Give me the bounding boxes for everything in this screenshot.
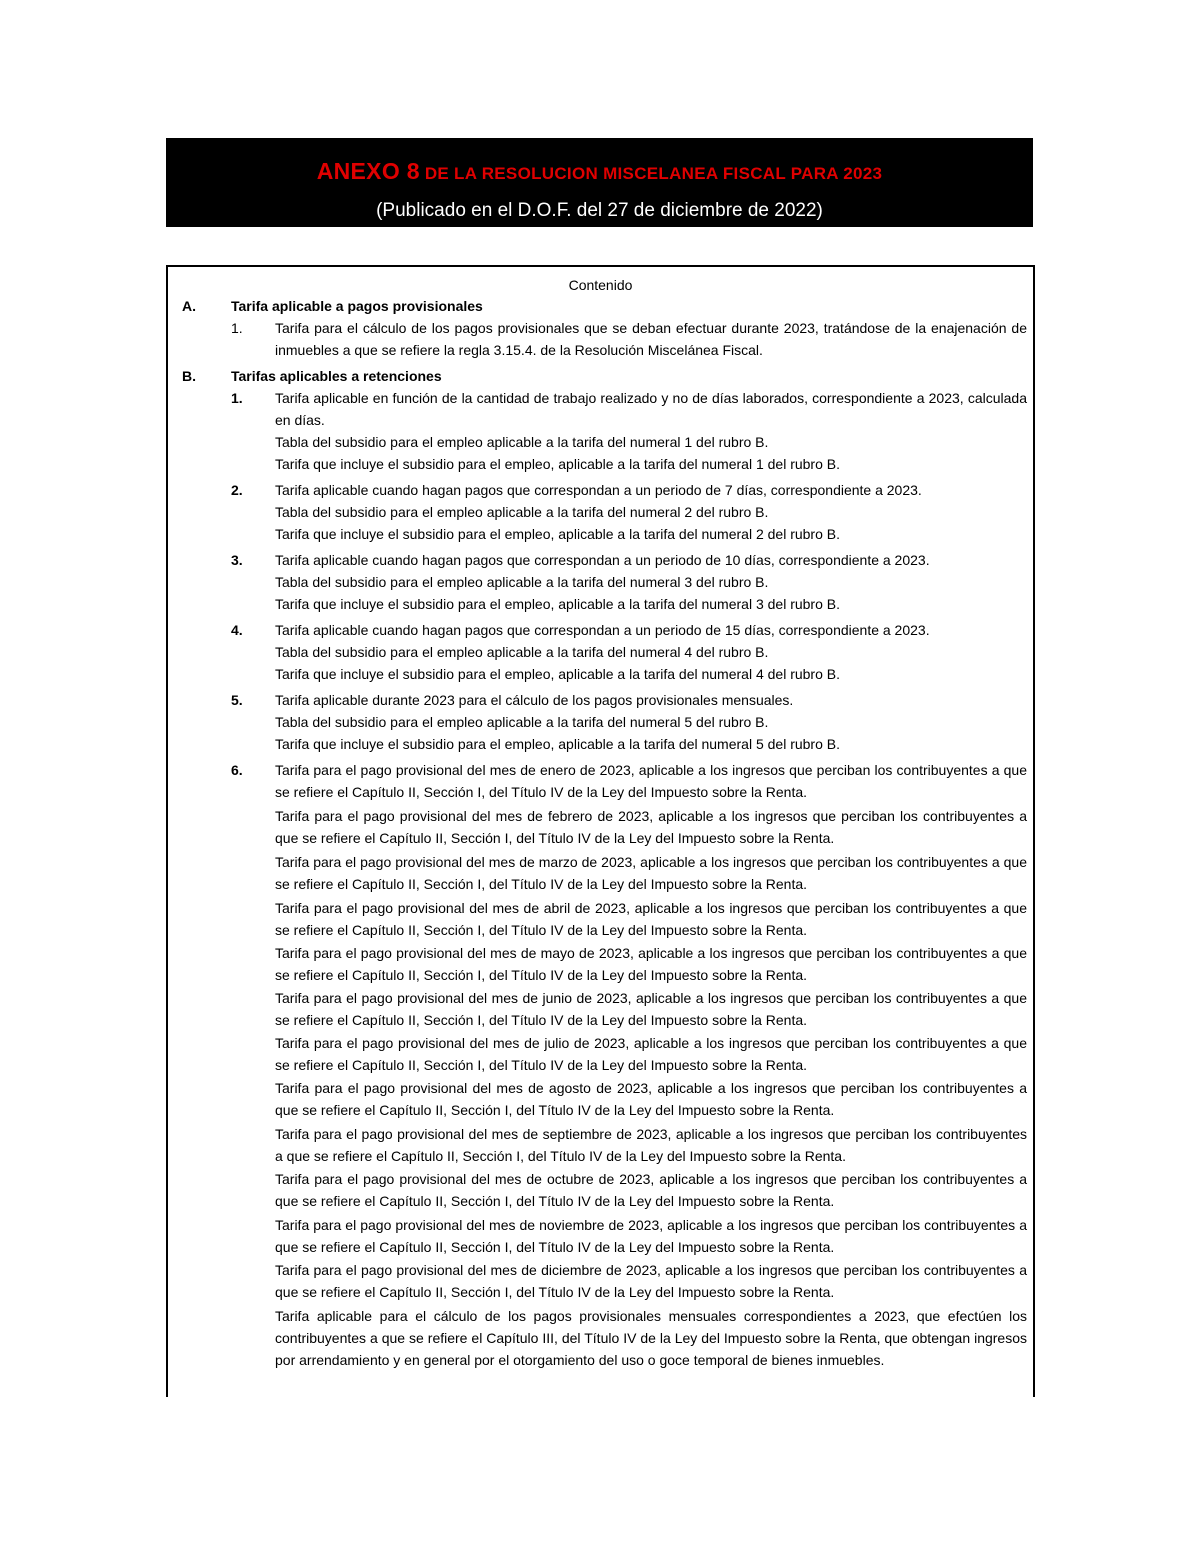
list-item: Tarifa que incluye el subsidio para el empleo, aplicable a la tarifa del numeral 3 del rubro B. — [275, 596, 840, 612]
annex-title-rest: DE LA RESOLUCION MISCELANEA FISCAL PARA 2023 — [419, 164, 883, 183]
item-number: 5. — [231, 692, 243, 708]
list-item: Tabla del subsidio para el empleo aplicable a la tarifa del numeral 3 del rubro B. — [275, 574, 769, 590]
list-item: Tarifa que incluye el subsidio para el empleo, aplicable a la tarifa del numeral 1 del rubro B. — [275, 456, 840, 472]
section-title: Tarifas aplicables a retenciones — [231, 368, 442, 384]
list-item: Tarifa para el pago provisional del mes de junio de 2023, aplicable a los ingresos que perciban los contribuyentes a que se refiere el Capítulo II, Sección I, del Título IV de la Ley del Impuesto sobre la Renta. — [275, 990, 1027, 1028]
publication-note: (Publicado en el D.O.F. del 27 de diciembre de 2022) — [376, 200, 823, 221]
item-number: 1. — [231, 320, 243, 336]
list-item: Tarifa para el pago provisional del mes de abril de 2023, aplicable a los ingresos que perciban los contribuyentes a que se refiere el Capítulo II, Sección I, del Título IV de la Ley del Impuesto sobre la Renta. — [275, 900, 1027, 938]
list-item: Tarifa para el pago provisional del mes de agosto de 2023, aplicable a los ingresos que perciban los contribuyentes a que se refiere el Capítulo II, Sección I, del Título IV de la Ley del Impuesto sobre la Renta. — [275, 1080, 1027, 1118]
list-item: Tarifa aplicable para el cálculo de los pagos provisionales mensuales correspondientes a 2023, que efectúen los contribuyentes a que se refiere el Capítulo III, del Título IV de la Ley del Impuesto sobre la Renta, que obtengan ingresos por arrendamiento y en general por el otorgamiento del uso o goce temporal de bienes inmuebles. — [275, 1308, 1027, 1368]
contents-heading: Contenido — [568, 277, 633, 293]
list-item: Tarifa que incluye el subsidio para el empleo, aplicable a la tarifa del numeral 4 del rubro B. — [275, 666, 840, 682]
list-item: Tarifa aplicable cuando hagan pagos que correspondan a un periodo de 15 días, correspondiente a 2023. — [275, 622, 930, 638]
list-item: Tarifa para el pago provisional del mes de marzo de 2023, aplicable a los ingresos que perciban los contribuyentes a que se refiere el Capítulo II, Sección I, del Título IV de la Ley del Impuesto sobre la Renta. — [275, 854, 1027, 892]
list-item: Tabla del subsidio para el empleo aplicable a la tarifa del numeral 4 del rubro B. — [275, 644, 769, 660]
item-number: 3. — [231, 552, 243, 568]
section-title: Tarifa aplicable a pagos provisionales — [231, 298, 483, 314]
list-item: Tarifa para el pago provisional del mes de julio de 2023, aplicable a los ingresos que perciban los contribuyentes a que se refiere el Capítulo II, Sección I, del Título IV de la Ley del Impuesto sobre la Renta. — [275, 1035, 1027, 1073]
item-number: 2. — [231, 482, 243, 498]
section-letter: A. — [182, 298, 196, 314]
list-item: Tarifa que incluye el subsidio para el empleo, aplicable a la tarifa del numeral 2 del rubro B. — [275, 526, 840, 542]
list-item: Tarifa para el pago provisional del mes de mayo de 2023, aplicable a los ingresos que perciban los contribuyentes a que se refiere el Capítulo II, Sección I, del Título IV de la Ley del Impuesto sobre la Renta. — [275, 945, 1027, 983]
list-item: Tarifa para el pago provisional del mes de octubre de 2023, aplicable a los ingresos que perciban los contribuyentes a que se refiere el Capítulo II, Sección I, del Título IV de la Ley del Impuesto sobre la Renta. — [275, 1171, 1027, 1209]
list-item: Tarifa para el pago provisional del mes de septiembre de 2023, aplicable a los ingresos que perciban los contribuyentes a que se refiere el Capítulo II, Sección I, del Título IV de la Ley del Impuesto sobre la Renta. — [275, 1126, 1027, 1164]
list-item: Tarifa para el pago provisional del mes de diciembre de 2023, aplicable a los ingresos que perciban los contribuyentes a que se refiere el Capítulo II, Sección I, del Título IV de la Ley del Impuesto sobre la Renta. — [275, 1262, 1027, 1300]
item-number: 4. — [231, 622, 243, 638]
item-number: 6. — [231, 762, 243, 778]
list-item: Tarifa para el pago provisional del mes de noviembre de 2023, aplicable a los ingresos que perciban los contribuyentes a que se refiere el Capítulo II, Sección I, del Título IV de la Ley del Impuesto sobre la Renta. — [275, 1217, 1027, 1255]
list-item: Tarifa para el pago provisional del mes de febrero de 2023, aplicable a los ingresos que perciban los contribuyentes a que se refiere el Capítulo II, Sección I, del Título IV de la Ley del Impuesto sobre la Renta. — [275, 808, 1027, 846]
document-title — [166, 158, 1033, 185]
list-item: Tarifa aplicable cuando hagan pagos que correspondan a un periodo de 10 días, correspondiente a 2023. — [275, 552, 930, 568]
list-item: Tarifa para el pago provisional del mes de enero de 2023, aplicable a los ingresos que perciban los contribuyentes a que se refiere el Capítulo II, Sección I, del Título IV de la Ley del Impuesto sobre la Renta. — [275, 762, 1027, 800]
item-number: 1. — [231, 390, 243, 406]
list-item: Tarifa aplicable durante 2023 para el cálculo de los pagos provisionales mensuales. — [275, 692, 794, 708]
list-item: Tabla del subsidio para el empleo aplicable a la tarifa del numeral 1 del rubro B. — [275, 434, 769, 450]
table-of-contents — [166, 265, 1035, 1397]
section-letter: B. — [182, 368, 196, 384]
list-item: Tarifa aplicable cuando hagan pagos que correspondan a un periodo de 7 días, correspondiente a 2023. — [275, 482, 922, 498]
list-item: Tarifa que incluye el subsidio para el empleo, aplicable a la tarifa del numeral 5 del rubro B. — [275, 736, 840, 752]
list-item: Tarifa aplicable en función de la cantidad de trabajo realizado y no de días laborados, correspondiente a 2023, calculada en días. — [275, 390, 1027, 428]
annex-number: ANEXO 8 — [316, 158, 420, 184]
list-item: Tarifa para el cálculo de los pagos provisionales que se deban efectuar durante 2023, tratándose de la enajenación de inmuebles a que se refiere la regla 3.15.4. de la Resolución Miscelánea Fiscal. — [275, 320, 1027, 358]
document-title-banner — [166, 138, 1033, 227]
list-item: Tabla del subsidio para el empleo aplicable a la tarifa del numeral 2 del rubro B. — [275, 504, 769, 520]
list-item: Tabla del subsidio para el empleo aplicable a la tarifa del numeral 5 del rubro B. — [275, 714, 769, 730]
